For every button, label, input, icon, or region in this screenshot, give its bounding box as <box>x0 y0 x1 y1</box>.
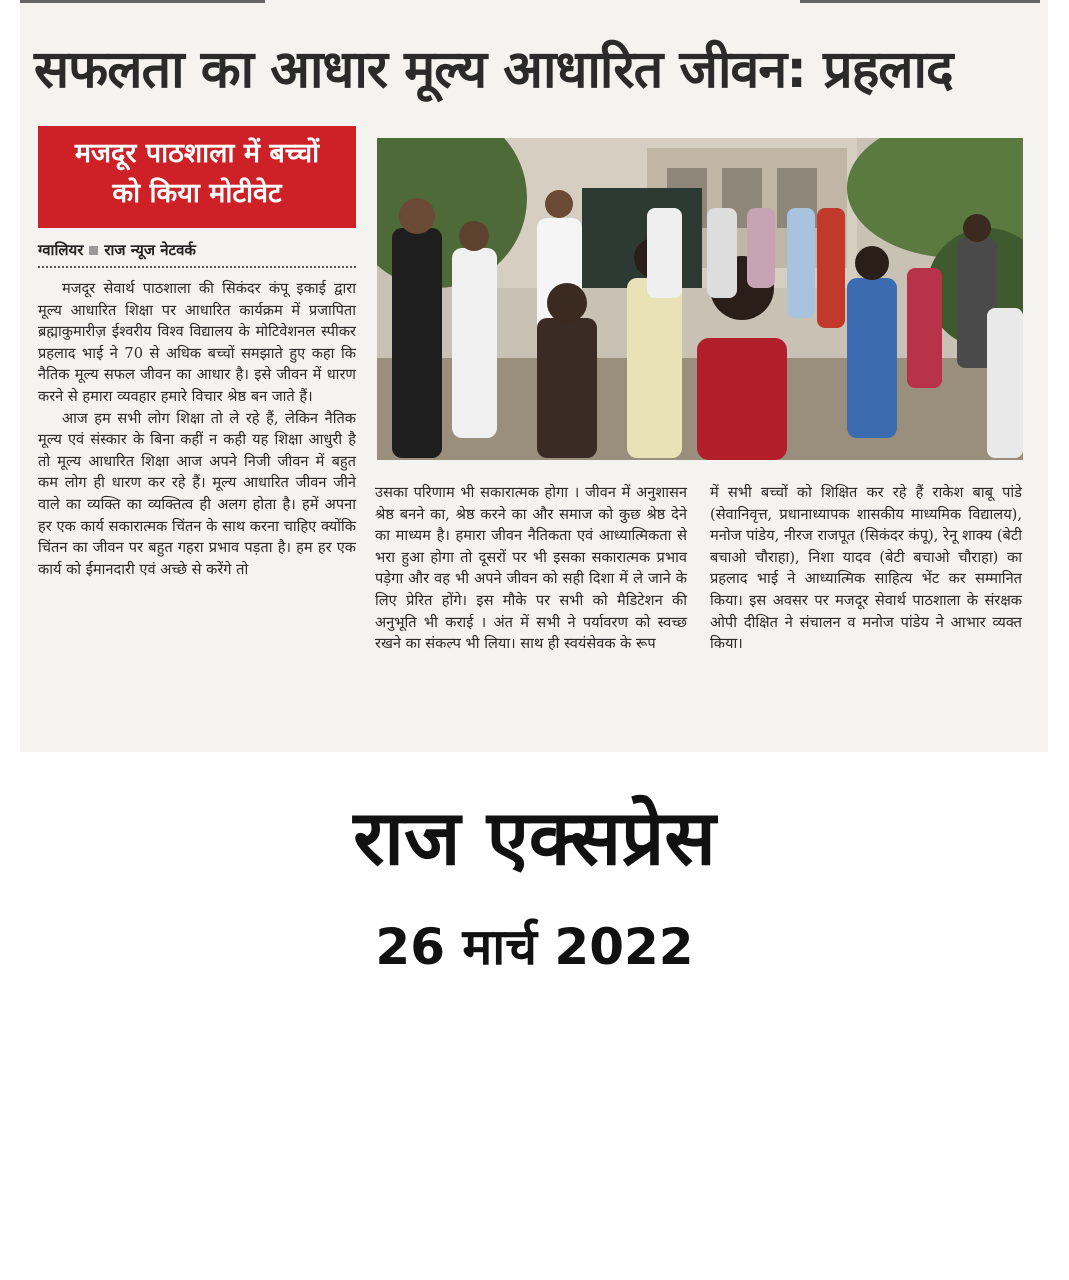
column2-text: उसका परिणाम भी सकारात्मक होगा । जीवन में अनुशासन श्रेष्ठ बनने का, श्रेष्ठ करने का और समाज को कुछ श्रेष्ठ देने का माध्यम है। हमारा जीवन नैतिकता एवं आध्यात्मिकता से भरा हुआ होगा तो दूसरों पर भी इसका सकारात्मक प्रभाव पड़ेगा और वह भी अपने जीवन को सही दिशा में ले जाने के लिए प्रेरित होंगे। इस मौके पर सभी को मैडिटेशन की अनुभूति भी कराई । अंत में सभी ने पर्यावरण को स्वच्छ रखने का संकल्प भी लिया। साथ ही स्वयंसेवक के रूप <box>375 484 687 653</box>
column1-paragraph-2: आज हम सभी लोग शिक्षा तो ले रहे हैं, लेकिन नैतिक मूल्य एवं संस्कार के बिना कहीं न कही यह शिक्षा आधुरी है तो मूल्य आधारित शिक्षा आज अपने निजी जीवन में बहुत कम लोग ही धारण कर रहे हैं। मूल्य आधारित जीवन जीने वाले का व्यक्ति का व्यक्तित्व ही अलग होता है। हमें अपना हर एक कार्य सकारात्मक चिंतन के साथ करना चाहिए क्योंकि चिंतन का जीवन पर बहुत गहरा प्रभाव पड़ता है। हम हर एक कार्य को ईमानदारी एवं अच्छे से करेंगे तो <box>38 409 356 578</box>
subheadline-line1: मजदूर पाठशाला में बच्चों <box>74 138 320 169</box>
article-column-2 <box>375 482 687 655</box>
subheadline-box <box>38 126 356 228</box>
newspaper-name: राज एक्सप्रेस <box>353 793 716 882</box>
byline-place: ग्वालियर <box>38 241 84 259</box>
byline-separator <box>89 246 98 255</box>
column1-paragraph-1: मजदूर सेवार्थ पाठशाला की सिकंदर कंपू इकाई द्वारा मूल्य आधारित शिक्षा पर आधारित कार्यक्रम में प्रजापिता ब्रह्माकुमारीज़ ईश्वरीय विश्व विद्यालय के मोटिवेशनल स्पीकर प्रहलाद भाई ने 70 से अधिक बच्चों समझाते हुए कहा कि नैतिक मूल्य सफल जीवन का आधार है। इसे जीवन में धारण करने से हमारा व्यवहार हमारे विचार श्रेष्ठ बन जाते हैं। <box>38 280 356 405</box>
newspaper-clipping <box>20 0 1048 752</box>
subheadline-line2: को किया मोटीवेट <box>112 178 282 209</box>
byline <box>38 240 356 268</box>
article-column-3 <box>710 482 1022 655</box>
photo-illustration <box>377 138 1023 460</box>
headline: सफलता का आधार मूल्य आधारित जीवन: प्रहलाद <box>34 40 953 100</box>
article-column-1 <box>38 278 356 580</box>
article-photo <box>377 138 1023 460</box>
top-strip <box>20 0 1048 6</box>
byline-source: राज न्यूज नेटवर्क <box>104 241 196 259</box>
column3-text: में सभी बच्चों को शिक्षित कर रहे हैं राकेश बाबू पांडे (सेवानिवृत्त, प्रधानाध्यापक शासकीय माध्यमिक विद्यालय), मनोज पांडेय, नीरज राजपूत (सिकंदर कंपू), रेनू शाक्य (बेटी बचाओ चौराहा), निशा यादव (बेटी बचाओ चौराहा) का प्रहलाद भाई ने आध्यात्मिक साहित्य भेंट कर सम्मानित किया। इस अवसर पर मजदूर सेवार्थ पाठशाला के संरक्षक ओपी दीक्षित ने संचालन व मनोज पांडेय ने आभार व्यक्त किया। <box>710 484 1022 653</box>
publication-date: 26 मार्च 2022 <box>375 918 694 976</box>
